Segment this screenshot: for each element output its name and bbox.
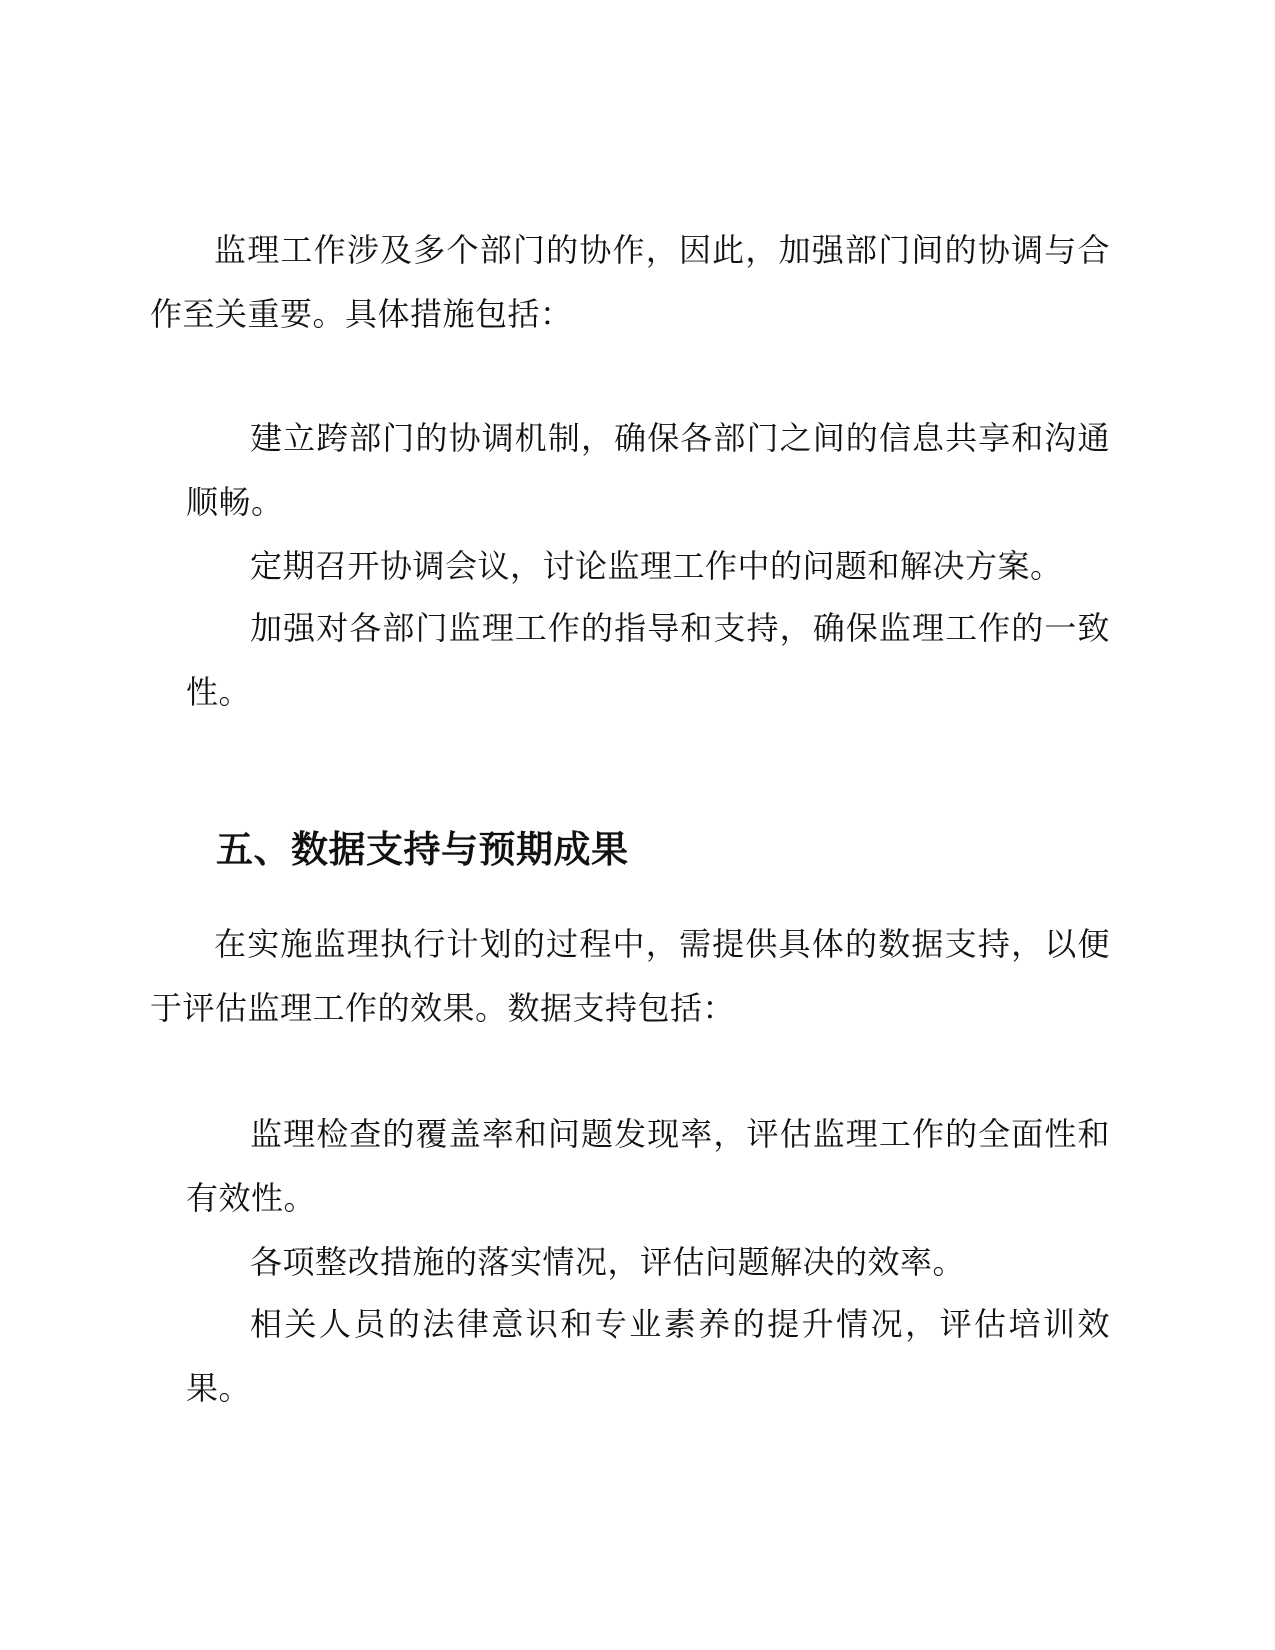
coordination-paragraph: 监理工作涉及多个部门的协作，因此，加强部门间的协调与合作至关重要。具体措施包括： <box>150 231 1110 333</box>
coordination-item-2: 定期召开协调会议，讨论监理工作中的问题和解决方案。 <box>250 547 1063 585</box>
coordination-item-1: 建立跨部门的协调机制，确保各部门之间的信息共享和沟通顺畅。 <box>186 419 1110 521</box>
data-support-item-2: 各项整改措施的落实情况，评估问题解决的效率。 <box>250 1243 966 1281</box>
data-support-item-1: 监理检查的覆盖率和问题发现率，评估监理工作的全面性和有效性。 <box>186 1115 1110 1217</box>
data-support-item-3: 相关人员的法律意识和专业素养的提升情况，评估培训效果。 <box>186 1305 1110 1407</box>
section-heading: 五、数据支持与预期成果 <box>216 828 629 871</box>
coordination-item-3: 加强对各部门监理工作的指导和支持，确保监理工作的一致性。 <box>186 609 1110 711</box>
data-support-paragraph: 在实施监理执行计划的过程中，需提供具体的数据支持，以便于评估监理工作的效果。数据支持包括： <box>150 925 1110 1027</box>
